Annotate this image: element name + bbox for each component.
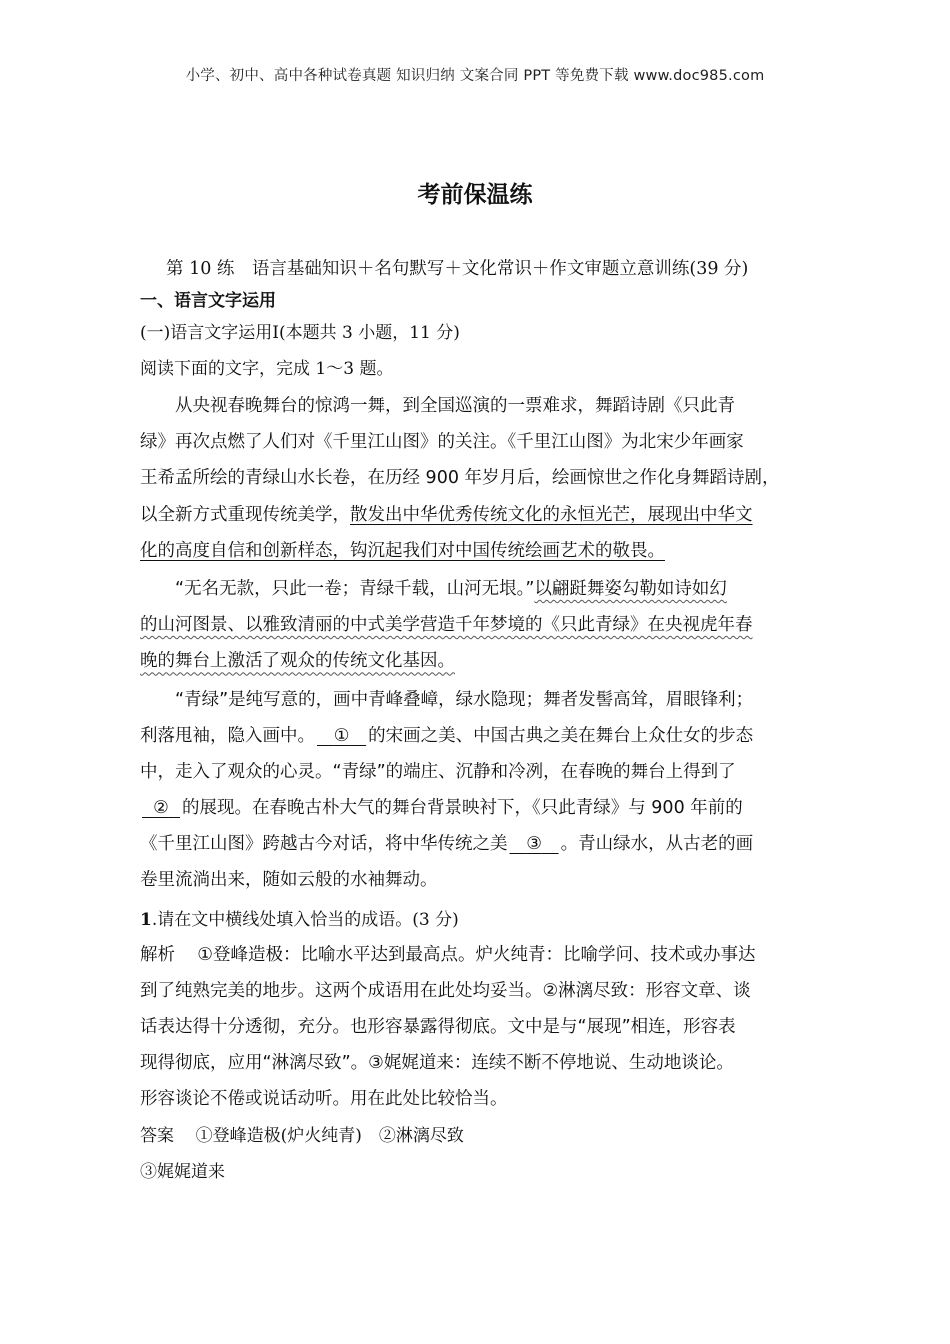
blank-3 [508,826,561,862]
wavy-underlined-sentence: 因。 [420,651,455,672]
passage-text: 以全新方式重现传统美学， [140,504,350,525]
wavy-underlined-sentence: 晚的舞台上激活了观众的传统文化基 [140,651,420,672]
passage-line [140,826,830,862]
passage-text: 。青山绿水，从古老的画 [560,834,754,855]
passage-paragraph-3 [140,682,830,899]
answer-line [140,1118,830,1154]
blank-number: ③ [526,834,542,855]
underlined-sentence: 化的高度自信和创新样态，钩沉起我们对中国传统绘画艺术的敬畏。 [140,540,665,561]
page-header: 小学、初中、高中各种试卷真题 知识归纳 文案合同 PPT 等免费下载 www.doc985.com [185,68,765,84]
blank-2 [140,790,182,826]
answer-label: 答案 [140,1125,174,1146]
exercise-subtitle: 第 10 练 语言基础知识＋名句默写＋文化常识＋作文审题立意训练(39 分) [166,259,749,279]
passage-line [140,497,830,533]
passage-text: “无名无款，只此一卷；青绿千载，山河无垠。” [175,578,535,599]
analysis-text: ①登峰造极：比喻水平达到最高点。炉火纯青：比喻学问、技术或办事达 [197,944,756,965]
page-title: 考前保温练 [417,182,533,208]
section-heading: 一、语言文字运用 [140,291,276,311]
passage-line: “青绿”是纯写意的，画中青峰叠嶂，绿水隐现；舞者发髻高耸，眉眼锋利； [175,689,754,710]
passage-paragraph-2 [140,571,830,680]
passage-line: 从央视春晚舞台的惊鸿一舞，到全国巡演的一票难求，舞蹈诗剧《只此青 [175,396,735,416]
reading-instruction: 阅读下面的文字，完成 1～3 题。 [140,359,394,379]
wavy-underlined-sentence: 以翩跹舞姿勾勒如诗如幻 [534,578,727,599]
wavy-underlined-sentence: 的山河图景、以雅致清丽的中式美学营造千年梦境的《只此青绿》在央视虎年春 [140,615,753,636]
passage-line [140,533,830,569]
passage-line [140,718,830,754]
analysis-line: 到了纯熟完美的地步。这两个成语用在此处均妥当。②淋漓尽致：形容文章、谈 [140,980,751,1001]
blank-number: ② [153,798,169,819]
analysis-line [140,937,830,973]
analysis-label: 解析 [140,944,175,965]
passage-text: 《千里江山图》跨越古今对话，将中华传统之美 [140,834,508,855]
passage-text: 的宋画之美、中国古典之美在舞台上众仕女的步态 [368,725,754,746]
passage-line [140,643,830,679]
passage-paragraph-1 [140,388,830,569]
passage-line: 卷里流淌出来，随如云般的水袖舞动。 [140,870,438,891]
passage-line: 绿》再次点燃了人们对《千里江山图》的关注。《千里江山图》为北宋少年画家 [140,432,744,453]
passage-line [140,571,830,607]
passage-line: 中，走入了观众的心灵。“青绿”的端庄、沉静和冷冽，在春晚的舞台上得到了 [140,761,736,782]
question-number: 1 [140,909,152,930]
passage-text: 的展现。在春晚古朴大气的舞台背景映衬下，《只此青绿》与 900 年前的 [181,798,743,819]
passage-line: 王希孟所绘的青绿山水长卷，在历经 900 年岁月后，绘画惊世之作化身舞蹈诗剧， [140,468,780,489]
document-body [140,254,830,1190]
question-1 [140,905,830,937]
passage-text: 利落甩袖，隐入画中。 [140,725,315,746]
answer-text: ①登峰造极(炉火纯青) ②淋漓尽致 [195,1125,464,1146]
analysis-line: 现得彻底，应用“淋漓尽致”。③娓娓道来：连续不断不停地说、生动地谈论。 [140,1053,734,1074]
blank-1 [315,718,368,754]
analysis-line: 话表达得十分透彻，充分。也形容暴露得彻底。文中是与“展现”相连，形容表 [140,1017,736,1037]
passage-line [140,607,830,643]
analysis-line: 形容谈论不倦或说话动听。用在此处比较恰当。 [140,1089,508,1110]
blank-number: ① [333,725,350,746]
question-text: .请在文中横线处填入恰当的成语。(3 分) [151,909,459,930]
answer-line-2: ③娓娓道来 [140,1161,225,1182]
subsection-heading: (一)语言文字运用Ⅰ(本题共 3 小题，11 分) [140,323,460,343]
passage-line [140,790,830,826]
analysis-block [140,937,830,1118]
underlined-sentence: 散发出中华优秀传统文化的永恒光芒，展现出中华文 [350,504,753,525]
